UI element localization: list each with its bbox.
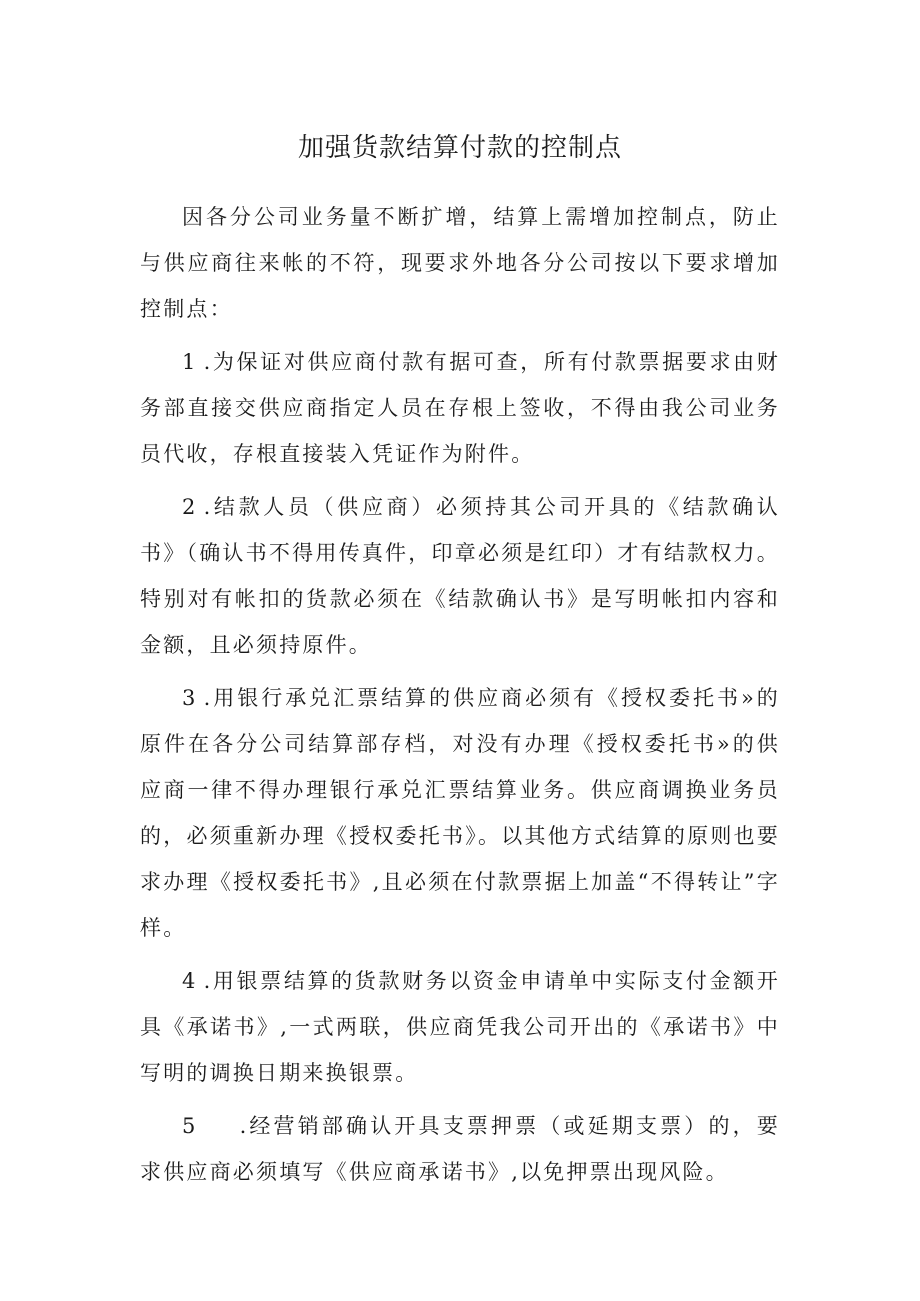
item-paragraph-1 xyxy=(140,339,780,477)
item-text: .经营销部确认开具支票押票（或延期支票）的，要求供应商必须填写《供应商承诺书》,以免押票出现风险。 xyxy=(140,1114,780,1184)
item-text: .用银票结算的货款财务以资金申请单中实际支付金额开具《承诺书》,一式两联，供应商凭我公司开出的《承诺书》中写明的调换日期来换银票。 xyxy=(140,969,780,1085)
item-number: 3 xyxy=(182,686,198,710)
item-paragraph-4 xyxy=(140,958,780,1096)
item-number: 2 xyxy=(182,495,198,519)
item-number: 5 xyxy=(182,1114,198,1138)
item-paragraph-2 xyxy=(140,484,780,668)
item-number: 4 xyxy=(182,969,198,993)
item-text: .为保证对供应商付款有据可查，所有付款票据要求由财务部直接交供应商指定人员在存根上签收，不得由我公司业务员代收，存根直接装入凭证作为附件。 xyxy=(140,350,780,466)
document-body xyxy=(140,194,780,1202)
item-text: .结款人员（供应商）必须持其公司开具的《结款确认书》（确认书不得用传真件，印章必须是红印）才有结款权力。特别对有帐扣的货款必须在《结款确认书》是写明帐扣内容和金额，且必须持原件。 xyxy=(140,495,780,657)
document-title: 加强货款结算付款的控制点 xyxy=(297,133,622,163)
intro-paragraph: 因各分公司业务量不断扩增，结算上需增加控制点，防止与供应商往来帐的不符，现要求外地各分公司按以下要求增加控制点： xyxy=(140,205,780,321)
item-paragraph-3 xyxy=(140,675,780,951)
item-text: .用银行承兑汇票结算的供应商必须有《授权委托书»的原件在各分公司结算部存档，对没有办理《授权委托书»的供应商一律不得办理银行承兑汇票结算业务。供应商调换业务员的，必须重新办理《授权委托书》。以其他方式结算的原则也要求办理《授权委托书》,且必须在付款票据上加盖“不得转让”字样。 xyxy=(140,686,780,940)
item-number: 1 xyxy=(182,350,198,374)
item-paragraph-5 xyxy=(140,1103,780,1195)
